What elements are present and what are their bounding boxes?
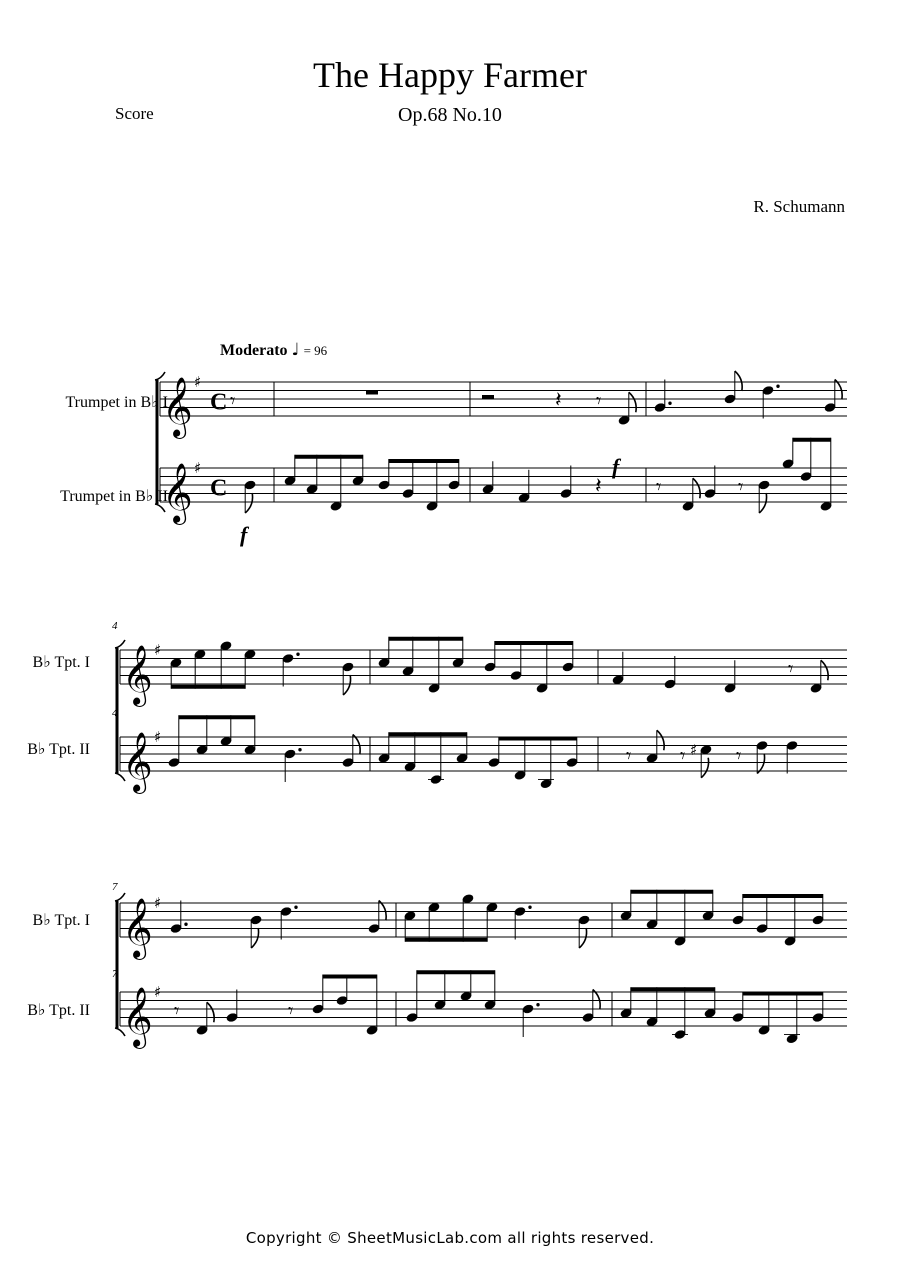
quarter-rest-icon: 𝄽 <box>595 474 602 499</box>
page-title: The Happy Farmer <box>313 55 587 95</box>
augmentation-dot <box>536 1003 539 1006</box>
key-signature-sharp-icon: ♯ <box>154 983 162 1001</box>
measure-number: 7 <box>112 881 118 893</box>
opus-subtitle: Op.68 No.10 <box>398 104 502 126</box>
sharp-accidental-icon: ♯ <box>690 740 698 759</box>
instrument-label-trumpet-2-short: B♭ Tpt. II <box>27 1002 90 1019</box>
measure-number: 4 <box>112 707 118 719</box>
eighth-rest-icon: 𝄾 <box>174 998 180 1023</box>
eighth-rest-icon: 𝄾 <box>788 656 794 681</box>
augmentation-dot <box>776 385 779 388</box>
treble-clef-icon: 𝄞 <box>122 987 153 1047</box>
eighth-rest-icon: 𝄾 <box>656 474 662 499</box>
note-flag <box>757 754 764 774</box>
treble-clef-icon: 𝄞 <box>122 645 153 705</box>
note-beam <box>743 992 823 996</box>
note-beam <box>171 685 245 689</box>
note-flag <box>579 928 586 948</box>
time-signature: C <box>210 389 228 416</box>
augmentation-dot <box>668 402 671 405</box>
instrument-label-trumpet-2-short: B♭ Tpt. II <box>27 741 90 758</box>
note-beam <box>631 890 713 894</box>
note-beam <box>631 987 715 991</box>
key-signature-sharp-icon: ♯ <box>194 459 202 477</box>
quarter-note-icon: ♩ <box>291 340 300 360</box>
augmentation-dot <box>298 748 301 751</box>
measure-number: 4 <box>112 620 118 632</box>
quarter-rest-icon: 𝄽 <box>555 388 562 413</box>
note-flag <box>735 371 742 391</box>
note-beam <box>389 459 459 463</box>
instrument-label-trumpet-1: Trumpet in B♭ I <box>65 394 168 411</box>
note-beam <box>179 715 255 719</box>
note-flag <box>821 660 828 680</box>
treble-clef-icon: 𝄞 <box>122 898 153 958</box>
measure-number: 7 <box>112 968 118 980</box>
eighth-rest-icon: 𝄾 <box>736 743 742 768</box>
augmentation-dot <box>294 906 297 909</box>
copyright-footer: Copyright © SheetMusicLab.com all rights reserved. <box>245 1229 655 1247</box>
score-label: Score <box>115 104 154 123</box>
treble-clef-icon: 𝄞 <box>162 463 193 523</box>
instrument-label-trumpet-1-short: B♭ Tpt. I <box>32 912 90 929</box>
eighth-rest-icon: 𝄾 <box>288 998 294 1023</box>
note-flag <box>657 730 664 750</box>
note-beam <box>793 438 831 442</box>
instrument-label-trumpet-1-short: B♭ Tpt. I <box>32 654 90 671</box>
augmentation-dot <box>184 923 187 926</box>
key-signature-sharp-icon: ♯ <box>194 373 202 391</box>
note-beam <box>295 455 363 459</box>
note-flag <box>835 380 842 400</box>
key-signature-sharp-icon: ♯ <box>154 728 162 746</box>
tempo-word: Moderato <box>220 342 288 359</box>
note-beam <box>389 637 463 641</box>
tempo-value: = 96 <box>303 343 328 358</box>
eighth-rest-icon: 𝄾 <box>596 388 602 413</box>
note-flag <box>593 990 600 1010</box>
note-beam <box>417 970 495 974</box>
note-beam <box>743 894 823 898</box>
note-beam <box>323 975 377 979</box>
treble-clef-icon: 𝄞 <box>162 377 193 437</box>
note-flag <box>629 392 636 412</box>
note-beam <box>389 732 467 736</box>
note-flag <box>207 1002 214 1022</box>
note-beam <box>495 641 573 645</box>
composer-name: R. Schumann <box>753 197 845 216</box>
eighth-rest-icon: 𝄾 <box>230 388 236 413</box>
eighth-rest-icon: 𝄾 <box>738 474 744 499</box>
whole-rest <box>366 391 378 395</box>
note-flag <box>353 735 360 755</box>
eighth-rest-icon: 𝄾 <box>680 743 686 768</box>
augmentation-dot <box>296 653 299 656</box>
dynamic-forte: f <box>612 454 620 479</box>
half-rest <box>482 395 494 399</box>
note-flag <box>701 758 708 778</box>
note-flag <box>251 928 258 948</box>
instrument-label-trumpet-2: Trumpet in B♭ II <box>60 488 168 505</box>
note-flag <box>379 901 386 921</box>
eighth-rest-icon: 𝄾 <box>626 743 632 768</box>
dynamic-forte: f <box>240 522 248 547</box>
treble-clef-icon: 𝄞 <box>122 732 153 792</box>
key-signature-sharp-icon: ♯ <box>154 641 162 659</box>
time-signature: C <box>210 475 228 502</box>
note-beam <box>405 938 487 942</box>
note-flag <box>245 493 252 513</box>
note-flag <box>343 675 350 695</box>
augmentation-dot <box>528 906 531 909</box>
note-flag <box>693 478 700 498</box>
note-beam <box>499 737 577 741</box>
key-signature-sharp-icon: ♯ <box>154 894 162 912</box>
note-flag <box>759 493 766 513</box>
